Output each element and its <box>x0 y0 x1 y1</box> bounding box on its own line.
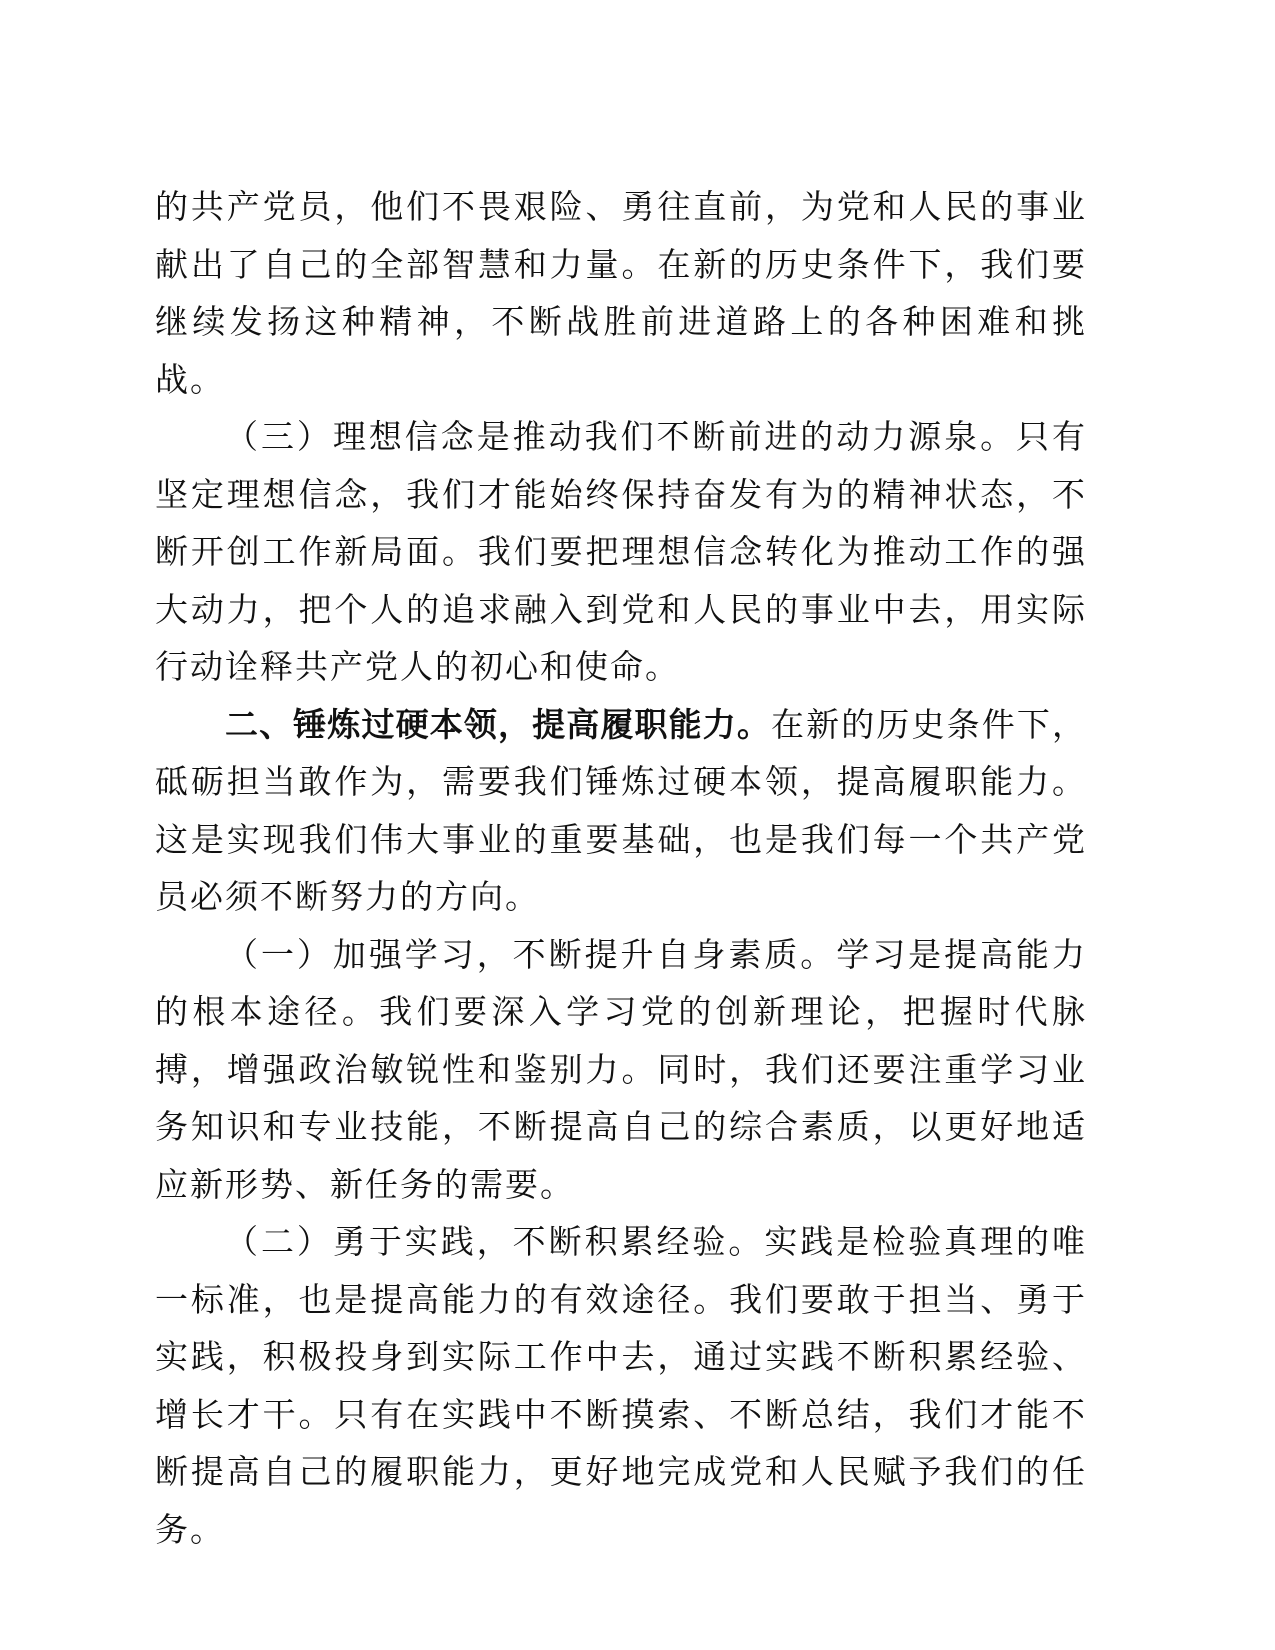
document-body <box>155 178 1087 1558</box>
paragraph-continuation: 的共产党员，他们不畏艰险、勇往直前，为党和人民的事业献出了自己的全部智慧和力量。在新的历史条件下，我们要继续发扬这种精神，不断战胜前进道路上的各种困难和挑战。 <box>155 187 1087 399</box>
section-heading: 二、锤炼过硬本领，提高履职能力。 <box>225 704 771 744</box>
paragraph-ideals-motivation: （三）理想信念是推动我们不断前进的动力源泉。只有坚定理想信念，我们才能始终保持奋发有为的精神状态，不断开创工作新局面。我们要把理想信念转化为推动工作的强大动力，把个人的追求融入到党和人民的事业中去，用实际行动诠释共产党人的初心和使命。 <box>155 417 1087 686</box>
paragraph-practice: （二）勇于实践，不断积累经验。实践是检验真理的唯一标准，也是提高能力的有效途径。我们要敢于担当、勇于实践，积极投身到实际工作中去，通过实践不断积累经验、增长才干。只有在实践中不断摸索、不断总结，我们才能不断提高自己的履职能力，更好地完成党和人民赋予我们的任务。 <box>155 1222 1087 1549</box>
paragraph-section-two <box>155 696 1087 926</box>
paragraph-strengthen-learning: （一）加强学习，不断提升自身素质。学习是提高能力的根本途径。我们要深入学习党的创新理论，把握时代脉搏，增强政治敏锐性和鉴别力。同时，我们还要注重学习业务知识和专业技能，不断提高自己的综合素质，以更好地适应新形势、新任务的需要。 <box>155 934 1087 1204</box>
section-two-body: 在新的历史条件下，砥砺担当敢作为，需要我们锤炼过硬本领，提高履职能力。这是实现我们伟大事业的重要基础，也是我们每一个共产党员必须不断努力的方向。 <box>155 704 1087 916</box>
